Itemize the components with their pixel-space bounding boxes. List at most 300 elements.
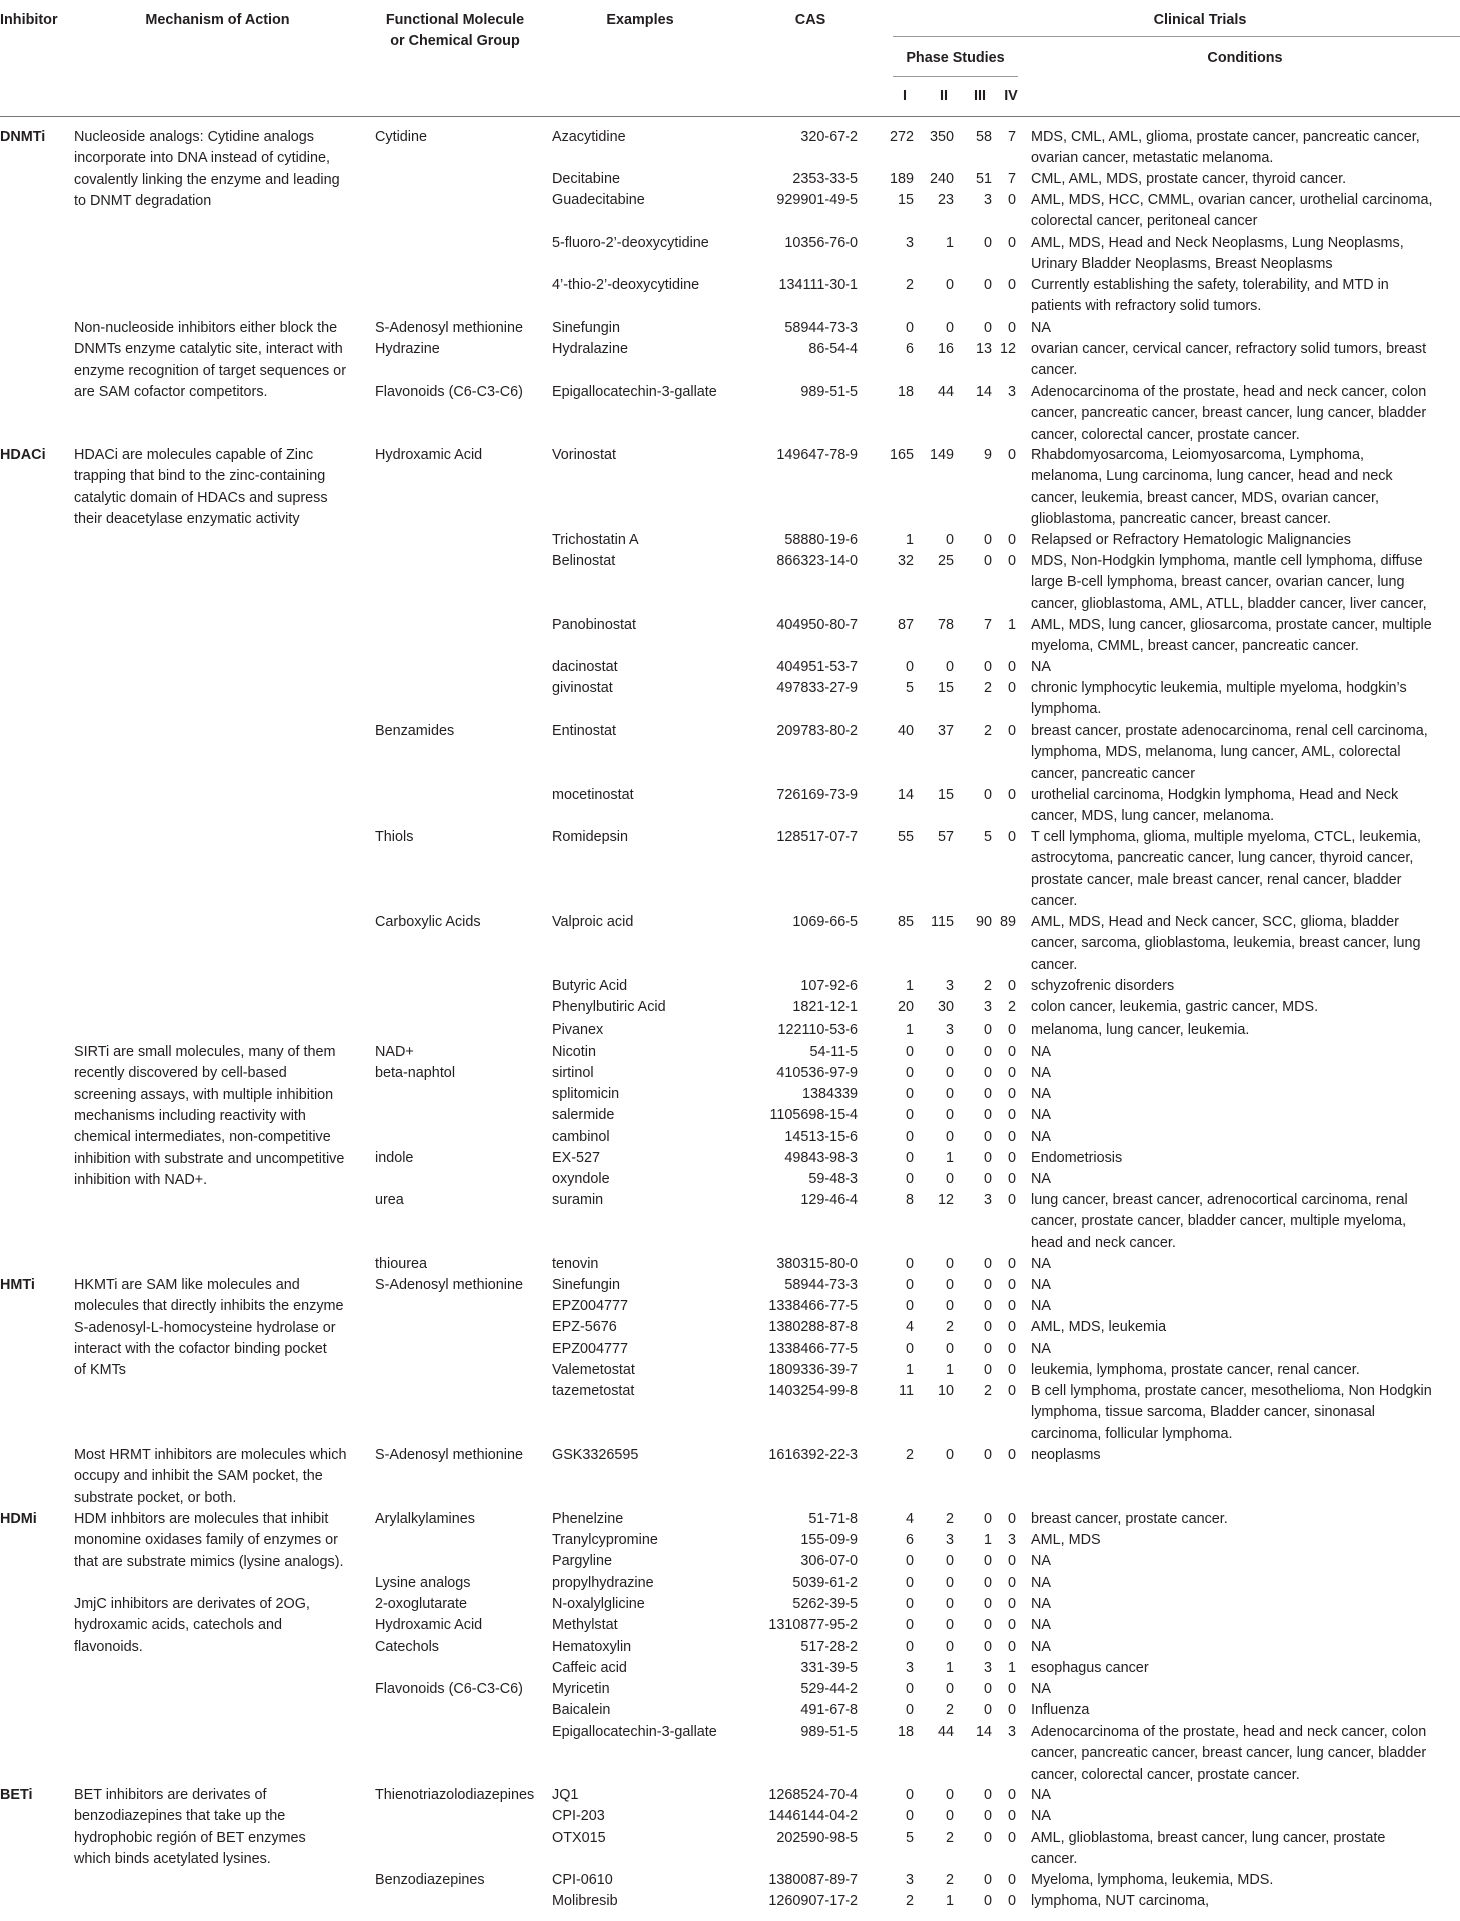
phase-4-count: 0: [1007, 1298, 1016, 1314]
conditions-text: Relapsed or Refractory Hematologic Malignancies: [1031, 532, 1351, 548]
phase-2-count: 0: [945, 1256, 954, 1272]
functional-group: Benzamides: [375, 723, 455, 739]
phase-1-count: 2: [905, 1447, 914, 1463]
mechanism-text: trapping that bind to the zinc-containing: [74, 468, 326, 485]
functional-group: S-Adenosyl methionine: [375, 320, 523, 336]
phase-1-count: 8: [905, 1192, 914, 1208]
phase-3-count: 0: [983, 1553, 992, 1569]
mechanism-text: which binds acetylated lysines.: [74, 1850, 271, 1867]
phase-3-count: 0: [983, 1065, 992, 1081]
phase-1-count: 5: [905, 680, 914, 696]
phase-2-count: 0: [945, 1341, 954, 1357]
conditions-text: glioblastoma, pancreatic cancer, breast cancer.: [1031, 510, 1331, 527]
example-name: Myricetin: [552, 1681, 610, 1697]
functional-group: thiourea: [375, 1256, 428, 1272]
conditions-text: leukemia, lymphoma, prostate cancer, renal cancer.: [1031, 1362, 1360, 1378]
phase-1-count: 87: [897, 617, 914, 633]
phase-3-count: 51: [975, 171, 992, 187]
example-name: dacinostat: [552, 659, 618, 675]
mechanism-text: monomine oxidases family of enzymes or: [74, 1532, 338, 1549]
example-name: suramin: [552, 1192, 604, 1208]
conditions-text: B cell lymphoma, prostate cancer, mesothelioma, Non Hodgkin: [1031, 1383, 1432, 1399]
conditions-text: NA: [1031, 1065, 1051, 1081]
phase-1-count: 0: [905, 1617, 914, 1633]
conditions-text: Adenocarcinoma of the prostate, head and neck cancer, colon: [1031, 384, 1427, 400]
example-name: Molibresib: [552, 1893, 618, 1909]
conditions-text: cancer, leukemia, breast cancer, MDS, ovarian cancer,: [1031, 489, 1379, 506]
cas-number: 209783-80-2: [776, 723, 858, 739]
conditions-text: myeloma, CMML, breast cancer, pancreatic cancer.: [1031, 638, 1359, 655]
cas-number: 1809336-39-7: [768, 1362, 858, 1378]
conditions-text: prostate cancer, male breast cancer, renal cancer, bladder: [1031, 871, 1402, 888]
phase-2-count: 0: [945, 320, 954, 336]
phase-2-count: 0: [945, 1086, 954, 1102]
example-name: Nicotin: [552, 1044, 596, 1060]
phase-3-count: 0: [983, 1107, 992, 1123]
phase-3-count: 0: [983, 1575, 992, 1591]
phase-4-count: 1: [1007, 1660, 1016, 1676]
phase-1-count: 0: [905, 1150, 914, 1166]
mechanism-text: DNMTs enzyme catalytic site, interact with: [74, 341, 343, 358]
phase-1-count: 0: [905, 1702, 914, 1718]
conditions-text: AML, MDS, Head and Neck Neoplasms, Lung Neoplasms,: [1031, 235, 1404, 251]
phase-3-count: 0: [983, 1617, 992, 1633]
example-name: Trichostatin A: [552, 532, 639, 548]
phase-1-count: 55: [897, 829, 914, 845]
phase-3-count: 14: [975, 1724, 992, 1740]
phase-2-count: 37: [937, 723, 954, 739]
header-phase-4: IV: [1004, 88, 1018, 104]
phase-3-count: 2: [983, 723, 992, 739]
phase-1-count: 272: [889, 129, 914, 145]
conditions-text: AML, MDS, leukemia: [1031, 1319, 1167, 1335]
cas-number: 929901-49-5: [776, 192, 858, 208]
phase-4-count: 0: [1007, 553, 1016, 569]
phase-2-count: 44: [937, 1724, 954, 1740]
cas-number: 51-71-8: [808, 1511, 858, 1527]
cas-number: 517-28-2: [800, 1639, 858, 1655]
mechanism-text: incorporate into DNA instead of cytidine,: [74, 150, 330, 167]
conditions-text: Urinary Bladder Neoplasms, Breast Neoplasms: [1031, 256, 1333, 273]
cas-number: 1446144-04-2: [768, 1808, 858, 1824]
phase-4-count: 0: [1007, 1617, 1016, 1633]
phase-2-count: 2: [945, 1830, 954, 1846]
header-phase-2: II: [940, 88, 948, 104]
phase-4-count: 0: [1007, 1702, 1016, 1718]
phase-2-count: 3: [945, 978, 954, 994]
mechanism-text: catalytic domain of HDACs and supress: [74, 489, 328, 506]
phase-1-count: 0: [905, 1341, 914, 1357]
conditions-text: AML, MDS, HCC, CMML, ovarian cancer, urothelial carcinoma,: [1031, 192, 1433, 208]
example-name: Valproic acid: [552, 914, 634, 930]
phase-2-count: 0: [945, 1129, 954, 1145]
mechanism-text: SIRTi are small molecules, many of them: [74, 1044, 336, 1060]
conditions-text: patients with refractory solid tumors.: [1031, 298, 1262, 315]
phase-1-count: 165: [889, 447, 914, 463]
conditions-text: MDS, Non-Hodgkin lymphoma, mantle cell lymphoma, diffuse: [1031, 553, 1423, 569]
conditions-text: NA: [1031, 1639, 1051, 1655]
mechanism-text: inhibition with substrate and uncompetitive: [74, 1150, 345, 1167]
phase-3-count: 0: [983, 1830, 992, 1846]
functional-group: 2-oxoglutarate: [375, 1596, 468, 1612]
example-name: Epigallocatechin-3-gallate: [552, 1724, 717, 1740]
functional-group: Hydrazine: [375, 341, 440, 357]
mechanism-text: molecules that directly inhibits the enzyme: [74, 1298, 344, 1315]
phase-1-count: 0: [905, 1553, 914, 1569]
mechanism-text: hydrophobic región of BET enzymes: [74, 1829, 306, 1846]
cas-number: 149647-78-9: [776, 447, 858, 463]
inhibitor-class-label: HDACi: [0, 447, 46, 463]
cas-number: 14513-15-6: [784, 1129, 858, 1145]
conditions-text: NA: [1031, 1681, 1051, 1697]
cas-number: 1338466-77-5: [768, 1341, 858, 1357]
header-mechanism: Mechanism of Action: [145, 12, 290, 28]
conditions-text: breast cancer, prostate cancer.: [1031, 1511, 1228, 1527]
phase-4-count: 0: [1007, 1065, 1016, 1081]
phase-4-count: 0: [1007, 1044, 1016, 1060]
phase-3-count: 0: [983, 1022, 992, 1038]
conditions-text: cancer.: [1031, 1851, 1078, 1868]
phase-4-count: 0: [1007, 1681, 1016, 1697]
phase-4-count: 0: [1007, 659, 1016, 675]
phase-1-count: 3: [905, 1872, 914, 1888]
conditions-text: NA: [1031, 1086, 1051, 1102]
example-name: EPZ-5676: [552, 1319, 617, 1335]
functional-group: Lysine analogs: [375, 1575, 471, 1591]
conditions-text: Currently establishing the safety, tolerability, and MTD in: [1031, 277, 1389, 293]
header-phase-studies: Phase Studies: [906, 50, 1005, 66]
cas-number: 1380087-89-7: [768, 1872, 858, 1888]
mechanism-text: hydroxamic acids, catechols and: [74, 1617, 282, 1634]
phase-2-count: 3: [945, 1532, 954, 1548]
phase-4-count: 0: [1007, 1129, 1016, 1145]
phase-4-count: 0: [1007, 1086, 1016, 1102]
phase-2-count: 10: [937, 1383, 954, 1399]
phase-4-count: 0: [1007, 1893, 1016, 1909]
phase-1-count: 1: [905, 978, 914, 994]
example-name: N-oxalylglicine: [552, 1596, 645, 1612]
phase-1-count: 0: [905, 1681, 914, 1697]
mechanism-text: flavonoids.: [74, 1638, 143, 1655]
conditions-text: cancer, glioblastoma, AML, ATLL, bladder cancer, liver cancer,: [1031, 595, 1427, 612]
functional-group: Thiols: [375, 829, 414, 845]
phase-2-count: 25: [937, 553, 954, 569]
example-name: mocetinostat: [552, 787, 634, 803]
conditions-text: NA: [1031, 1596, 1051, 1612]
phase-1-count: 2: [905, 277, 914, 293]
phase-3-count: 0: [983, 1150, 992, 1166]
phase-1-count: 189: [889, 171, 914, 187]
phase-4-count: 0: [1007, 447, 1016, 463]
phase-2-count: 240: [929, 171, 954, 187]
conditions-text: cancer.: [1031, 892, 1078, 909]
header-rule-phase: [893, 76, 1018, 77]
cas-number: 86-54-4: [808, 341, 858, 357]
phase-4-count: 0: [1007, 235, 1016, 251]
phase-3-count: 5: [983, 829, 992, 845]
phase-3-count: 58: [975, 129, 992, 145]
cas-number: 1821-12-1: [792, 999, 858, 1015]
conditions-text: lymphoma.: [1031, 701, 1102, 718]
phase-3-count: 0: [983, 1341, 992, 1357]
conditions-text: lung cancer, breast cancer, adrenocortical carcinoma, renal: [1031, 1192, 1408, 1208]
phase-2-count: 23: [937, 192, 954, 208]
phase-1-count: 0: [905, 1277, 914, 1293]
conditions-text: Endometriosis: [1031, 1150, 1123, 1166]
example-name: CPI-0610: [552, 1872, 613, 1888]
conditions-text: colon cancer, leukemia, gastric cancer, MDS.: [1031, 999, 1319, 1015]
cas-number: 107-92-6: [800, 978, 858, 994]
mechanism-text: are SAM cofactor competitors.: [74, 383, 268, 400]
cas-number: 1403254-99-8: [768, 1383, 858, 1399]
phase-2-count: 0: [945, 1575, 954, 1591]
phase-2-count: 2: [945, 1511, 954, 1527]
phase-3-count: 3: [983, 192, 992, 208]
phase-1-count: 0: [905, 1129, 914, 1145]
conditions-text: lymphoma, NUT carcinoma,: [1031, 1893, 1210, 1909]
conditions-text: AML, glioblastoma, breast cancer, lung cancer, prostate: [1031, 1830, 1386, 1846]
phase-2-count: 15: [937, 680, 954, 696]
example-name: givinostat: [552, 680, 613, 696]
phase-4-count: 0: [1007, 1192, 1016, 1208]
phase-2-count: 115: [931, 914, 954, 930]
conditions-text: large B-cell lymphoma, breast cancer, ovarian cancer, lung: [1031, 574, 1405, 591]
phase-3-count: 0: [983, 1319, 992, 1335]
phase-3-count: 0: [983, 1893, 992, 1909]
mechanism-text: enzyme recognition of target sequences or: [74, 362, 346, 379]
phase-4-count: 7: [1007, 129, 1016, 145]
example-name: OTX015: [552, 1830, 606, 1846]
cas-number: 1616392-22-3: [768, 1447, 858, 1463]
phase-1-count: 1: [905, 1362, 914, 1378]
conditions-text: NA: [1031, 1617, 1051, 1633]
example-name: oxyndole: [552, 1171, 610, 1187]
phase-1-count: 0: [905, 659, 914, 675]
conditions-text: NA: [1031, 1256, 1051, 1272]
example-name: Tranylcypromine: [552, 1532, 658, 1548]
phase-2-count: 0: [945, 1065, 954, 1081]
phase-4-count: 0: [1007, 787, 1016, 803]
phase-3-count: 0: [983, 320, 992, 336]
example-name: Phenelzine: [552, 1511, 624, 1527]
example-name: Butyric Acid: [552, 978, 628, 994]
phase-2-count: 0: [945, 532, 954, 548]
phase-1-count: 0: [905, 1575, 914, 1591]
phase-3-count: 2: [983, 1383, 992, 1399]
conditions-text: NA: [1031, 1298, 1051, 1314]
header-inhibitor: Inhibitor: [0, 12, 58, 28]
example-name: Guadecitabine: [552, 192, 645, 208]
conditions-text: NA: [1031, 1553, 1051, 1569]
conditions-text: cancer, colorectal cancer, prostate cancer.: [1031, 1766, 1300, 1783]
header-rule-clinical: [893, 36, 1460, 37]
phase-3-count: 0: [983, 1447, 992, 1463]
phase-2-count: 1: [945, 1660, 954, 1676]
example-name: CPI-203: [552, 1808, 605, 1824]
mechanism-text: of KMTs: [74, 1362, 126, 1379]
cas-number: 726169-73-9: [776, 787, 858, 803]
example-name: Valemetostat: [552, 1362, 635, 1378]
phase-3-count: 3: [983, 1192, 992, 1208]
example-name: EX-527: [552, 1150, 600, 1166]
phase-3-count: 14: [975, 384, 992, 400]
example-name: cambinol: [552, 1129, 610, 1145]
conditions-text: cancer, sarcoma, glioblastoma, leukemia, breast cancer, lung: [1031, 935, 1421, 952]
phase-4-count: 0: [1007, 1511, 1016, 1527]
phase-3-count: 1: [983, 1532, 992, 1548]
functional-group: urea: [375, 1192, 404, 1208]
phase-1-count: 0: [905, 1107, 914, 1123]
phase-3-count: 0: [983, 1256, 992, 1272]
phase-3-count: 90: [975, 914, 992, 930]
cas-number: 129-46-4: [800, 1192, 858, 1208]
phase-4-count: 0: [1007, 1022, 1016, 1038]
phase-2-count: 1: [945, 1362, 954, 1378]
phase-3-count: 0: [983, 1086, 992, 1102]
functional-group: Catechols: [375, 1639, 439, 1655]
phase-4-count: 0: [1007, 1107, 1016, 1123]
functional-group: Arylalkylamines: [375, 1511, 475, 1527]
conditions-text: AML, MDS: [1031, 1532, 1101, 1548]
phase-1-count: 15: [897, 192, 914, 208]
conditions-text: chronic lymphocytic leukemia, multiple myeloma, hodgkin’s: [1031, 680, 1407, 696]
phase-2-count: 149: [929, 447, 954, 463]
header-clinical-trials: Clinical Trials: [1153, 12, 1247, 28]
conditions-text: Myeloma, lymphoma, leukemia, MDS.: [1031, 1872, 1274, 1888]
cas-number: 10356-76-0: [784, 235, 858, 251]
conditions-text: carcinoma, follicular lymphoma.: [1031, 1425, 1233, 1442]
conditions-text: esophagus cancer: [1031, 1660, 1149, 1676]
header-phase-3: III: [974, 88, 986, 104]
phase-2-count: 0: [945, 1107, 954, 1123]
conditions-text: cancer, prostate cancer, bladder cancer, multiple myeloma,: [1031, 1213, 1407, 1230]
functional-group: NAD+: [375, 1044, 414, 1060]
phase-1-count: 40: [897, 723, 914, 739]
conditions-text: lymphoma, MDS, melanoma, lung cancer, AML, colorectal: [1031, 744, 1401, 761]
example-name: GSK3326595: [552, 1447, 639, 1463]
example-name: JQ1: [552, 1787, 579, 1803]
phase-3-count: 0: [983, 1872, 992, 1888]
phase-4-count: 0: [1007, 1447, 1016, 1463]
phase-4-count: 0: [1007, 1639, 1016, 1655]
example-name: Azacytidine: [552, 129, 626, 145]
phase-1-count: 0: [905, 1065, 914, 1081]
phase-3-count: 3: [983, 1660, 992, 1676]
phase-3-count: 0: [983, 1511, 992, 1527]
phase-4-count: 0: [1007, 829, 1016, 845]
example-name: Romidepsin: [552, 829, 628, 845]
phase-1-count: 18: [897, 1724, 914, 1740]
example-name: 4’-thio-2’-deoxycytidine: [552, 277, 700, 293]
phase-3-count: 0: [983, 1277, 992, 1293]
example-name: EPZ004777: [552, 1298, 629, 1314]
example-name: tazemetostat: [552, 1383, 635, 1399]
conditions-text: cancer, MDS, lung cancer, melanoma.: [1031, 808, 1275, 825]
cas-number: 491-67-8: [800, 1702, 858, 1718]
cas-number: 1069-66-5: [792, 914, 858, 930]
phase-2-count: 0: [945, 1044, 954, 1060]
cas-number: 404950-80-7: [776, 617, 858, 633]
phase-2-count: 0: [945, 1298, 954, 1314]
phase-3-count: 0: [983, 532, 992, 548]
phase-2-count: 57: [937, 829, 954, 845]
cas-number: 5039-61-2: [792, 1575, 858, 1591]
functional-group: Thienotriazolodiazepines: [375, 1787, 535, 1803]
phase-1-count: 14: [897, 787, 914, 803]
phase-4-count: 0: [1007, 1150, 1016, 1166]
phase-4-count: 3: [1007, 1532, 1016, 1548]
phase-4-count: 0: [1007, 1575, 1016, 1591]
header-examples: Examples: [606, 12, 674, 28]
example-name: Caffeic acid: [552, 1660, 627, 1676]
phase-1-count: 0: [905, 1787, 914, 1803]
cas-number: 380315-80-0: [776, 1256, 858, 1272]
phase-3-count: 2: [983, 680, 992, 696]
conditions-text: breast cancer, prostate adenocarcinoma, renal cell carcinoma,: [1031, 723, 1428, 739]
mechanism-text: occupy and inhibit the SAM pocket, the: [74, 1468, 323, 1485]
cas-number: 1105698-15-4: [769, 1107, 858, 1123]
phase-4-count: 3: [1007, 384, 1016, 400]
mechanism-text: that are substrate mimics (lysine analogs).: [74, 1553, 344, 1570]
phase-4-count: 0: [1007, 1787, 1016, 1803]
conditions-text: ovarian cancer, metastatic melanoma.: [1031, 150, 1274, 167]
phase-2-count: 2: [945, 1872, 954, 1888]
phase-3-count: 0: [983, 1298, 992, 1314]
phase-1-count: 4: [905, 1319, 914, 1335]
cas-number: 2353-33-5: [792, 171, 858, 187]
phase-3-count: 0: [983, 1702, 992, 1718]
header-conditions: Conditions: [1207, 50, 1283, 66]
cas-number: 866323-14-0: [776, 553, 858, 569]
cas-number: 58880-19-6: [784, 532, 858, 548]
example-name: splitomicin: [552, 1086, 620, 1102]
phase-1-count: 0: [905, 1171, 914, 1187]
cas-number: 122110-53-6: [777, 1022, 858, 1038]
mechanism-text: to DNMT degradation: [74, 192, 212, 209]
phase-3-count: 13: [975, 341, 992, 357]
cas-number: 1384339: [801, 1086, 858, 1102]
example-name: sirtinol: [552, 1065, 594, 1081]
phase-4-count: 2: [1007, 999, 1016, 1015]
conditions-text: lymphoma, tissue sarcoma, Bladder cancer, sinonasal: [1031, 1404, 1375, 1421]
example-name: Belinostat: [552, 553, 616, 569]
phase-3-count: 0: [983, 1787, 992, 1803]
phase-4-count: 89: [999, 914, 1016, 930]
cas-number: 202590-98-5: [776, 1830, 858, 1846]
example-name: 5-fluoro-2’-deoxycytidine: [552, 235, 709, 251]
mechanism-text: screening assays, with multiple inhibition: [74, 1086, 334, 1103]
mechanism-text: inhibition with NAD+.: [74, 1171, 208, 1188]
inhibitor-class-label: BETi: [0, 1787, 33, 1803]
phase-2-count: 1: [945, 235, 954, 251]
phase-2-count: 12: [937, 1192, 954, 1208]
conditions-text: cancer, pancreatic cancer: [1031, 765, 1195, 782]
conditions-text: schyzofrenic disorders: [1031, 978, 1175, 994]
phase-3-count: 0: [983, 235, 992, 251]
phase-1-count: 6: [905, 341, 914, 357]
mechanism-text: interact with the cofactor binding pocket: [74, 1340, 327, 1357]
conditions-text: cancer.: [1031, 362, 1078, 379]
conditions-text: NA: [1031, 320, 1051, 336]
mechanism-text: S-adenosyl-L-homocysteine hydrolase or: [74, 1319, 336, 1336]
conditions-text: colorectal cancer, peritoneal cancer: [1031, 213, 1258, 230]
phase-1-count: 0: [905, 1086, 914, 1102]
conditions-text: head and neck cancer.: [1031, 1234, 1176, 1251]
cas-number: 1260907-17-2: [768, 1893, 858, 1909]
phase-2-count: 2: [945, 1702, 954, 1718]
phase-3-count: 0: [983, 1362, 992, 1378]
conditions-text: neoplasms: [1031, 1447, 1101, 1463]
